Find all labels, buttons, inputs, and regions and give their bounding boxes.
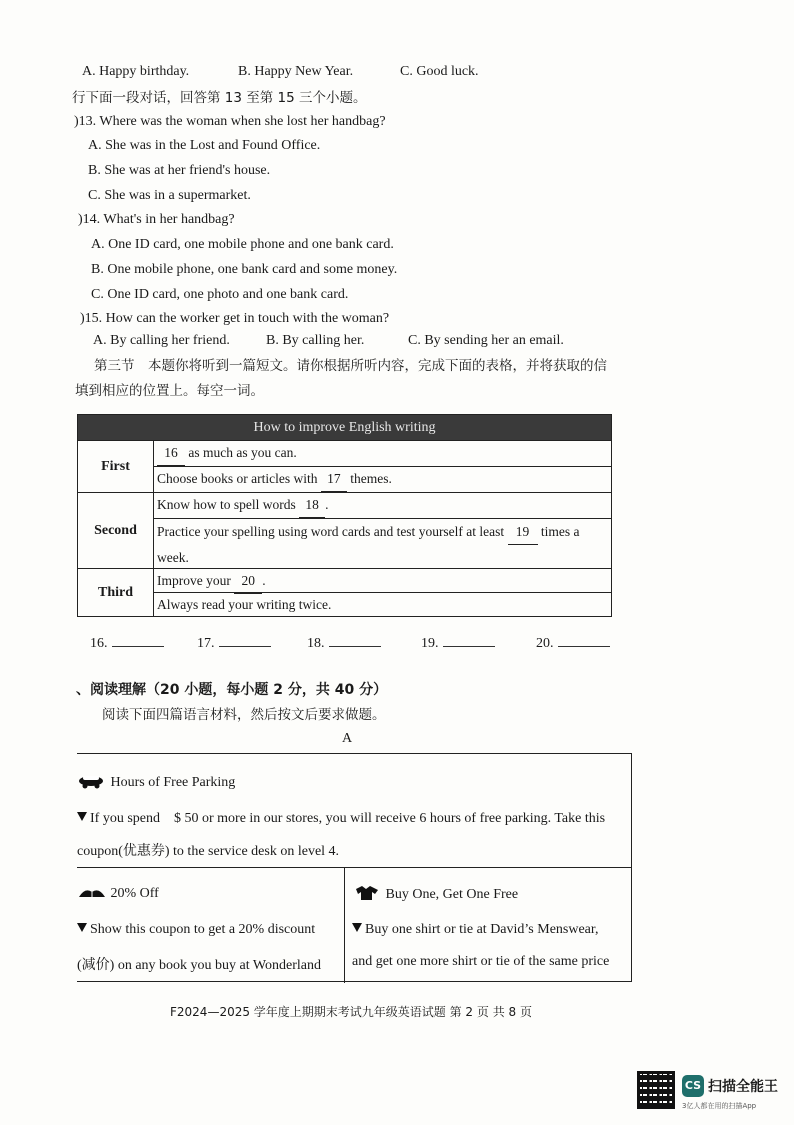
section3-instruction-line2: 填到相应的位置上。每空一词。: [75, 383, 264, 399]
q14-question: )14. What's in her handbag?: [78, 212, 235, 227]
table-row: Know how to spell words 18 .: [154, 492, 611, 518]
option-a: A. Happy birthday.: [82, 64, 190, 79]
book-icon: [77, 885, 107, 899]
dialogue-instruction: 行下面一段对话，回答第 13 至第 15 三个小题。: [72, 90, 367, 106]
table-row: 16 as much as you can.: [154, 440, 611, 466]
table-row: Practice your spelling using word cards and test yourself at least 19 times a week.: [154, 518, 611, 568]
row-label-third: Third: [78, 568, 154, 616]
q14-option-c: C. One ID card, one photo and one bank card.: [91, 287, 349, 302]
bogo-coupon-line1: Buy one shirt or tie at David’s Menswear,: [352, 922, 599, 938]
q14-option-b: B. One mobile phone, one bank card and some money.: [91, 262, 398, 277]
table-row: Always read your writing twice.: [154, 592, 611, 616]
q15-question: )15. How can the worker get in touch with the woman?: [80, 311, 390, 326]
divider: [344, 867, 345, 983]
camscanner-logo-icon: CS: [682, 1075, 704, 1097]
parking-coupon-title: Hours of Free Parking: [77, 773, 235, 791]
blank-20: 20: [234, 569, 262, 594]
section-letter: A: [342, 731, 353, 746]
triangle-bullet-icon: [77, 812, 87, 821]
row-label-second: Second: [78, 492, 154, 568]
table-row: Improve your 20 .: [154, 568, 611, 592]
table-title: How to improve English writing: [78, 415, 611, 440]
q14-option-a: A. One ID card, one mobile phone and one bank card.: [91, 237, 394, 252]
scanner-app-name: 扫描全能王: [708, 1079, 778, 1095]
q15-options: [93, 333, 613, 351]
q12-options: [82, 64, 582, 82]
q13-option-b: B. She was at her friend's house.: [88, 163, 271, 178]
qr-code: [637, 1071, 675, 1109]
row-label-first: First: [78, 440, 154, 492]
q13-option-a: A. She was in the Lost and Found Office.: [88, 138, 321, 153]
answer-blank-18[interactable]: 18.: [307, 636, 381, 652]
answer-blank-19[interactable]: 19.: [421, 636, 495, 652]
blank-18: 18: [299, 493, 325, 518]
bogo-coupon-line2: and get one more shirt or tie of the same price: [352, 954, 610, 969]
listening-table: [77, 414, 612, 617]
reading-heading: 、阅读理解（20 小题，每小题 2 分，共 40 分）: [76, 682, 388, 698]
discount-coupon-title: 20% Off: [77, 885, 159, 902]
triangle-bullet-icon: [77, 923, 87, 932]
parking-coupon-line1: If you spend $ 50 or more in our stores, you will receive 6 hours of free parking. Take this: [77, 807, 605, 827]
car-icon: [77, 773, 107, 789]
triangle-bullet-icon: [352, 923, 362, 932]
scanner-tagline: 3亿人都在用的扫描App: [682, 1102, 757, 1110]
reading-instruction: 阅读下面四篇语言材料，然后按文后要求做题。: [102, 707, 386, 723]
bogo-coupon-title: Buy One, Get One Free: [352, 885, 518, 903]
divider: [77, 867, 631, 868]
discount-coupon-line1: Show this coupon to get a 20% discount: [77, 922, 315, 938]
answer-blank-17[interactable]: 17.: [197, 636, 271, 652]
option-b: B. By calling her.: [266, 333, 365, 348]
blank-19: 19: [508, 519, 538, 545]
shirt-icon: [352, 885, 382, 901]
option-c: C. Good luck.: [400, 64, 479, 79]
table-row: Choose books or articles with 17 themes.: [154, 466, 611, 492]
answer-blank-16[interactable]: 16.: [90, 636, 164, 652]
discount-coupon-line2: (减价) on any book you buy at Wonderland: [77, 958, 321, 973]
q13-option-c: C. She was in a supermarket.: [88, 188, 251, 203]
option-c: C. By sending her an email.: [408, 333, 564, 348]
option-b: B. Happy New Year.: [238, 64, 354, 79]
coupon-box: [77, 753, 632, 982]
page-footer: F2024—2025 学年度上期期末考试九年级英语试题 第 2 页 共 8 页: [170, 1005, 532, 1019]
answer-blank-20[interactable]: 20.: [536, 636, 610, 652]
q13-question: )13. Where was the woman when she lost her handbag?: [74, 114, 386, 129]
option-a: A. By calling her friend.: [93, 333, 230, 348]
parking-coupon-line2: coupon(优惠券) to the service desk on level 4.: [77, 844, 340, 859]
blank-17: 17: [321, 467, 347, 492]
blank-16: 16: [157, 441, 185, 466]
section3-instruction-line1: 第三节 本题你将听到一篇短文。请你根据所听内容，完成下面的表格，并将获取的信: [94, 358, 607, 374]
